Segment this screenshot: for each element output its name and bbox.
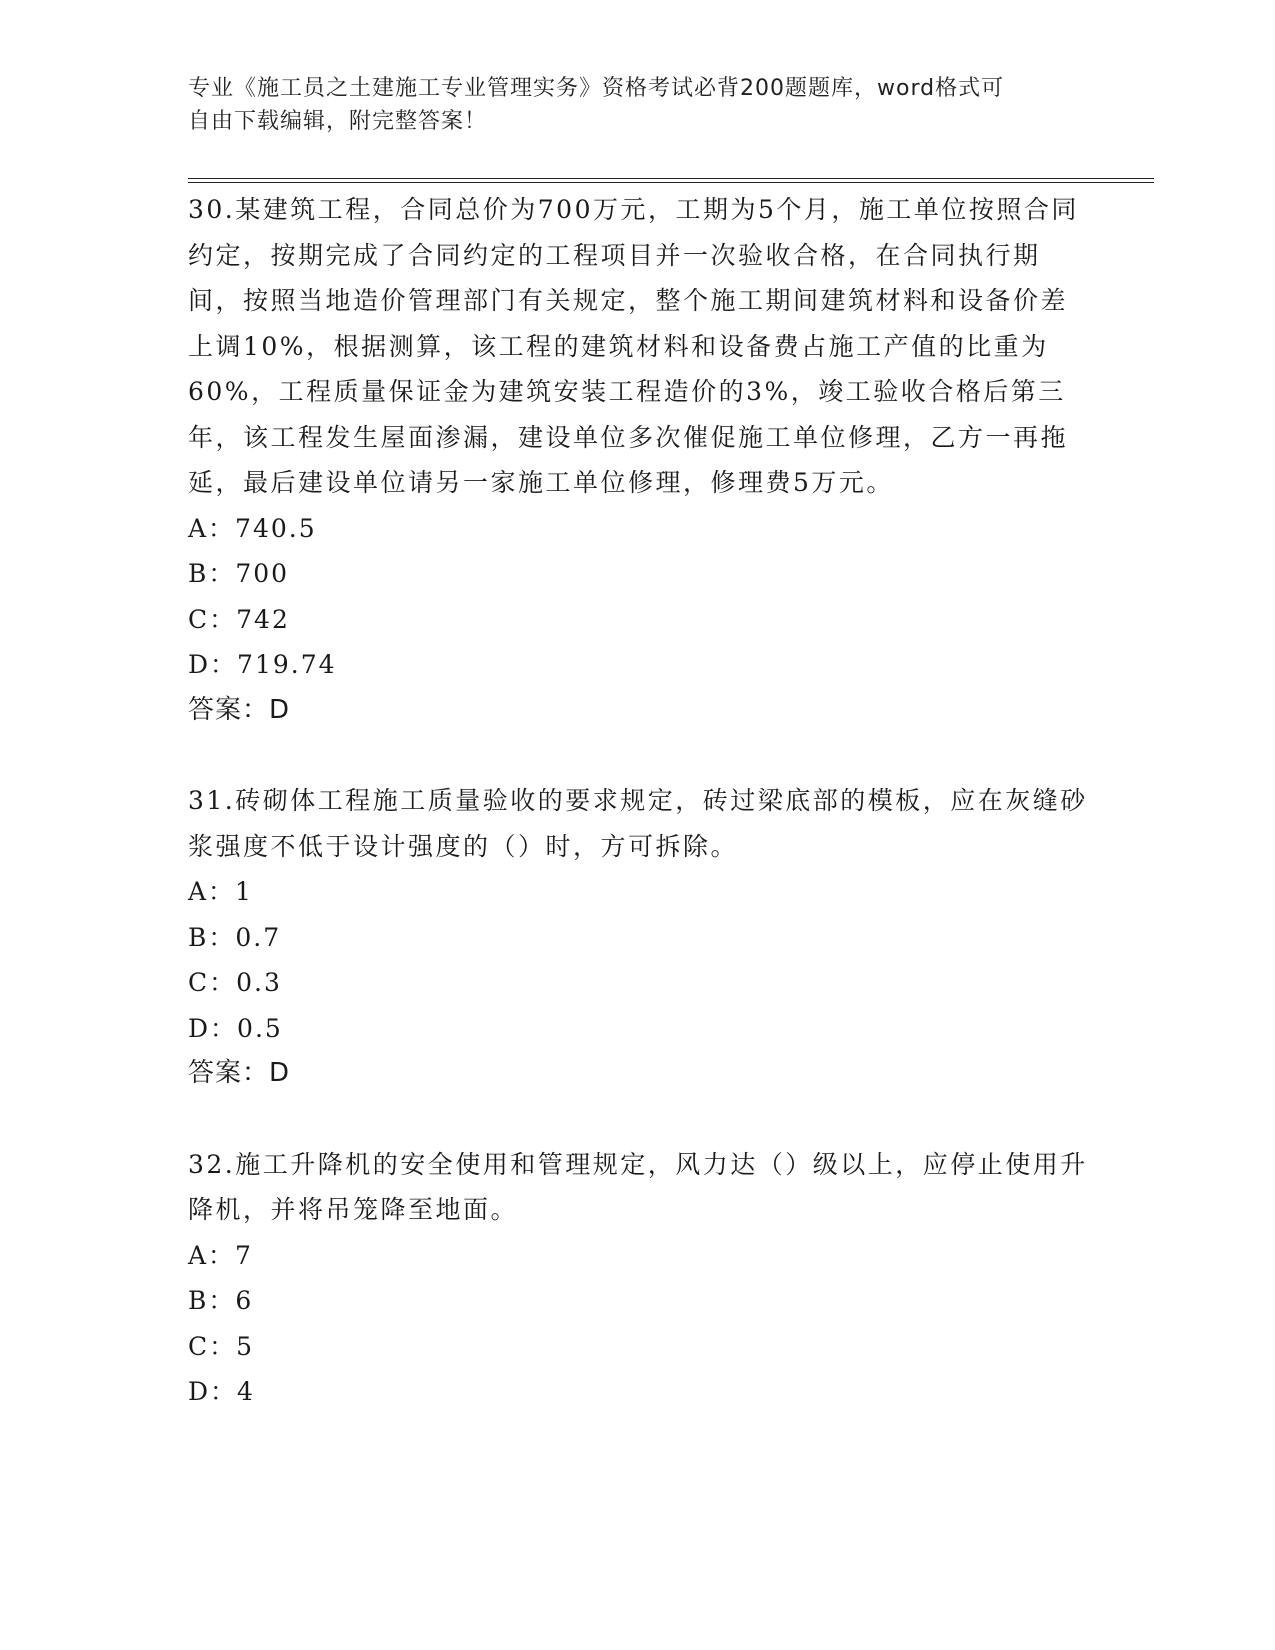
question-stem: 31.砖砌体工程施工质量验收的要求规定，砖过梁底部的模板，应在灰缝砂浆强度不低于设计强度的（）时，方可拆除。: [188, 786, 1088, 861]
question-31: [188, 778, 1088, 1097]
question-stem: 30.某建筑工程，合同总价为700万元，工期为5个月，施工单位按照合同约定，按期完成了合同约定的工程项目并一次验收合格，在合同执行期间，按照当地造价管理部门有关规定，整个施工期间建筑材料和设备价差上调10%，根据测算，该工程的建筑材料和设备费占施工产值的比重为60%，工程质量保证金为建筑安装工程造价的3%，竣工验收合格后第三年，该工程发生屋面渗漏，建设单位多次催促施工单位修理，乙方一再拖延，最后建设单位请另一家施工单位修理，修理费5万元。: [188, 195, 1079, 497]
question-30: [188, 187, 1088, 733]
option-c: C：0.3: [188, 968, 282, 997]
option-c: C：5: [188, 1331, 255, 1361]
header-line-2: 自由下载编辑，附完整答案！: [188, 109, 488, 134]
question-32: [188, 1142, 1088, 1415]
answer: 答案：D: [188, 1058, 291, 1088]
option-a: A：7: [188, 1240, 253, 1270]
header-divider-bottom: [188, 182, 1154, 183]
question-stem: 32.施工升降机的安全使用和管理规定，风力达（）级以上，应停止使用升降机，并将吊笼降至地面。: [188, 1149, 1088, 1224]
option-a: A：740.5: [188, 513, 317, 543]
option-b: B：700: [188, 559, 290, 588]
header-line-1: 专业《施工员之土建施工专业管理实务》资格考试必背200题题库，word格式可: [188, 76, 1005, 101]
spacer: [188, 1097, 1088, 1142]
header-divider-top: [188, 178, 1154, 179]
option-b: B：0.7: [188, 922, 282, 952]
option-d: D：0.5: [188, 1013, 283, 1043]
question-list: [188, 187, 1088, 1415]
option-b: B：6: [188, 1286, 254, 1315]
option-d: D：4: [188, 1377, 255, 1406]
answer: 答案：D: [188, 694, 291, 725]
option-d: D：719.74: [188, 650, 337, 679]
option-a: A：1: [188, 877, 253, 906]
spacer: [188, 733, 1088, 778]
document-header: [188, 72, 1088, 138]
option-c: C：742: [188, 604, 290, 634]
